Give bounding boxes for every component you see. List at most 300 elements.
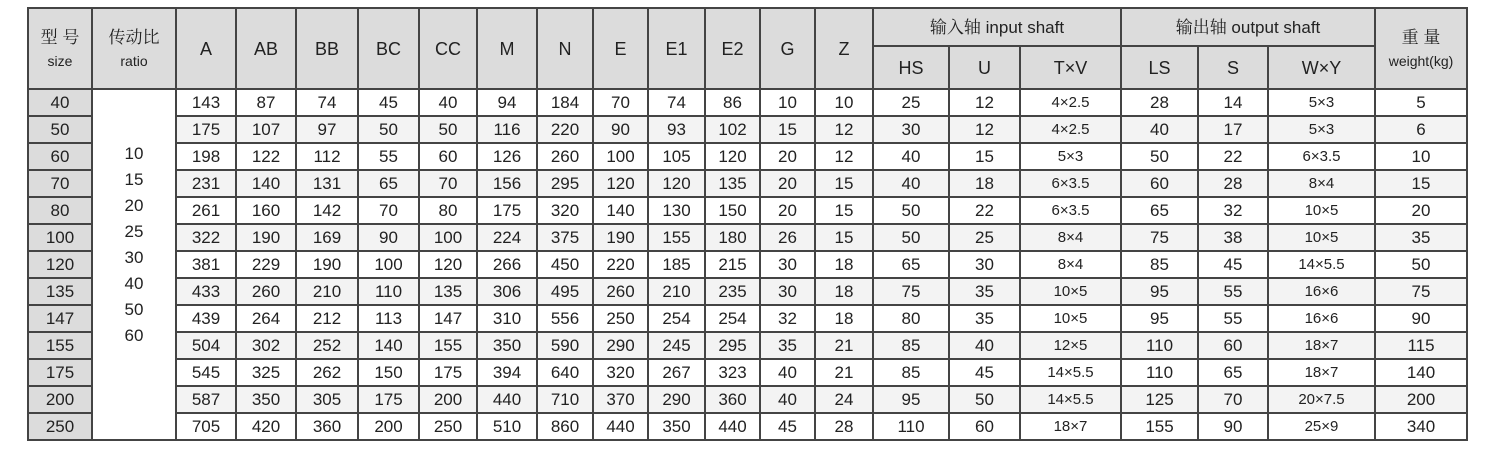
cell-hs: 95 [873,386,949,413]
cell-e2: 102 [705,116,760,143]
cell-e: 70 [593,89,648,116]
cell-n: 184 [537,89,593,116]
cell-weight: 75 [1375,278,1467,305]
cell-z: 15 [815,224,873,251]
cell-e: 100 [593,143,648,170]
header-input-u: U [949,46,1020,89]
cell-wxy: 18×7 [1268,332,1375,359]
cell-bb: 169 [296,224,358,251]
cell-ab: 190 [236,224,296,251]
cell-bc: 55 [358,143,419,170]
cell-size: 200 [28,386,92,413]
cell-bc: 50 [358,116,419,143]
ratio-value: 20 [124,195,144,215]
cell-wxy: 5×3 [1268,116,1375,143]
cell-hs: 85 [873,359,949,386]
cell-a: 261 [176,197,236,224]
cell-hs: 40 [873,143,949,170]
cell-z: 18 [815,305,873,332]
header-row-1 [28,8,1467,46]
cell-s: 28 [1198,170,1268,197]
table-row [28,197,1467,224]
header-size [28,8,92,89]
cell-s: 90 [1198,413,1268,440]
cell-size: 120 [28,251,92,278]
header-output-wxy: W×Y [1268,46,1375,89]
cell-cc: 70 [419,170,477,197]
cell-m: 156 [477,170,537,197]
cell-cc: 175 [419,359,477,386]
cell-bc: 140 [358,332,419,359]
cell-hs: 30 [873,116,949,143]
cell-e1: 245 [648,332,705,359]
cell-wxy: 14×5.5 [1268,251,1375,278]
cell-g: 20 [760,170,815,197]
cell-a: 439 [176,305,236,332]
cell-s: 45 [1198,251,1268,278]
cell-ls: 60 [1121,170,1198,197]
header-dim-n: N [537,8,593,89]
cell-u: 40 [949,332,1020,359]
cell-s: 14 [1198,89,1268,116]
cell-s: 22 [1198,143,1268,170]
cell-bb: 112 [296,143,358,170]
cell-size: 70 [28,170,92,197]
header-dim-e: E [593,8,648,89]
cell-a: 381 [176,251,236,278]
cell-s: 38 [1198,224,1268,251]
cell-ls: 65 [1121,197,1198,224]
cell-z: 18 [815,278,873,305]
cell-e: 260 [593,278,648,305]
ratio-value: 25 [124,221,144,241]
spec-table [27,7,1468,441]
cell-z: 15 [815,197,873,224]
cell-g: 35 [760,332,815,359]
cell-size: 60 [28,143,92,170]
ratio-value: 30 [124,247,144,267]
cell-hs: 110 [873,413,949,440]
cell-e: 190 [593,224,648,251]
cell-hs: 80 [873,305,949,332]
cell-ab: 302 [236,332,296,359]
ratio-value: 60 [124,325,144,345]
cell-s: 65 [1198,359,1268,386]
cell-g: 40 [760,359,815,386]
cell-e1: 105 [648,143,705,170]
cell-txv: 8×4 [1020,224,1121,251]
cell-cc: 120 [419,251,477,278]
table-row [28,386,1467,413]
cell-z: 12 [815,143,873,170]
cell-txv: 4×2.5 [1020,89,1121,116]
cell-bb: 252 [296,332,358,359]
cell-hs: 40 [873,170,949,197]
cell-bb: 360 [296,413,358,440]
cell-e: 220 [593,251,648,278]
header-dim-e2: E2 [705,8,760,89]
header-output-ls: LS [1121,46,1198,89]
ratio-value: 10 [124,143,144,163]
cell-e2: 120 [705,143,760,170]
cell-n: 640 [537,359,593,386]
cell-a: 231 [176,170,236,197]
cell-cc: 135 [419,278,477,305]
cell-txv: 5×3 [1020,143,1121,170]
header-ratio-en: ratio [120,53,148,69]
cell-u: 22 [949,197,1020,224]
cell-ab: 260 [236,278,296,305]
cell-g: 26 [760,224,815,251]
cell-hs: 75 [873,278,949,305]
cell-wxy: 6×3.5 [1268,143,1375,170]
cell-size: 135 [28,278,92,305]
cell-e1: 210 [648,278,705,305]
cell-s: 70 [1198,386,1268,413]
cell-size: 100 [28,224,92,251]
cell-ab: 107 [236,116,296,143]
cell-n: 860 [537,413,593,440]
cell-e2: 254 [705,305,760,332]
cell-wxy: 5×3 [1268,89,1375,116]
cell-a: 504 [176,332,236,359]
cell-txv: 12×5 [1020,332,1121,359]
cell-a: 198 [176,143,236,170]
cell-e2: 323 [705,359,760,386]
cell-wxy: 8×4 [1268,170,1375,197]
cell-e: 90 [593,116,648,143]
header-weight-cn: 重 量 [1401,28,1441,47]
cell-e1: 185 [648,251,705,278]
cell-e1: 350 [648,413,705,440]
cell-ab: 87 [236,89,296,116]
cell-e1: 155 [648,224,705,251]
cell-weight: 15 [1375,170,1467,197]
cell-u: 50 [949,386,1020,413]
cell-a: 545 [176,359,236,386]
cell-e1: 120 [648,170,705,197]
cell-e2: 180 [705,224,760,251]
cell-ab: 122 [236,143,296,170]
cell-bc: 90 [358,224,419,251]
cell-bb: 131 [296,170,358,197]
cell-m: 175 [477,197,537,224]
cell-weight: 10 [1375,143,1467,170]
cell-e1: 267 [648,359,705,386]
cell-s: 32 [1198,197,1268,224]
cell-m: 306 [477,278,537,305]
cell-z: 12 [815,116,873,143]
cell-bb: 97 [296,116,358,143]
cell-ab: 325 [236,359,296,386]
cell-u: 18 [949,170,1020,197]
cell-weight: 340 [1375,413,1467,440]
cell-hs: 65 [873,251,949,278]
cell-txv: 4×2.5 [1020,116,1121,143]
header-output-shaft-group: 输出轴 output shaft [1121,8,1375,46]
cell-m: 310 [477,305,537,332]
cell-g: 30 [760,251,815,278]
table-row [28,413,1467,440]
cell-a: 143 [176,89,236,116]
cell-ls: 155 [1121,413,1198,440]
cell-n: 220 [537,116,593,143]
cell-bc: 150 [358,359,419,386]
cell-a: 587 [176,386,236,413]
cell-ab: 140 [236,170,296,197]
cell-n: 260 [537,143,593,170]
cell-e2: 360 [705,386,760,413]
cell-cc: 80 [419,197,477,224]
cell-u: 60 [949,413,1020,440]
header-dim-a: A [176,8,236,89]
cell-e1: 74 [648,89,705,116]
header-size-en: size [47,53,73,69]
cell-weight: 90 [1375,305,1467,332]
cell-cc: 60 [419,143,477,170]
cell-u: 25 [949,224,1020,251]
cell-hs: 85 [873,332,949,359]
cell-e: 290 [593,332,648,359]
cell-m: 510 [477,413,537,440]
cell-e: 120 [593,170,648,197]
cell-m: 440 [477,386,537,413]
cell-wxy: 20×7.5 [1268,386,1375,413]
cell-size: 40 [28,89,92,116]
cell-u: 35 [949,278,1020,305]
cell-weight: 20 [1375,197,1467,224]
cell-n: 495 [537,278,593,305]
cell-bb: 305 [296,386,358,413]
cell-ls: 85 [1121,251,1198,278]
table-row [28,89,1467,116]
cell-bc: 175 [358,386,419,413]
cell-n: 710 [537,386,593,413]
table-row [28,170,1467,197]
cell-z: 28 [815,413,873,440]
cell-bc: 65 [358,170,419,197]
cell-a: 433 [176,278,236,305]
cell-bc: 70 [358,197,419,224]
cell-txv: 10×5 [1020,305,1121,332]
cell-ab: 350 [236,386,296,413]
cell-g: 40 [760,386,815,413]
cell-m: 350 [477,332,537,359]
cell-hs: 50 [873,197,949,224]
cell-m: 224 [477,224,537,251]
cell-m: 126 [477,143,537,170]
cell-weight: 50 [1375,251,1467,278]
header-dim-e1: E1 [648,8,705,89]
cell-e1: 130 [648,197,705,224]
header-ratio [92,8,176,89]
cell-bb: 212 [296,305,358,332]
header-output-s: S [1198,46,1268,89]
cell-weight: 35 [1375,224,1467,251]
spec-table-wrapper [27,7,1468,441]
cell-ls: 28 [1121,89,1198,116]
cell-cc: 100 [419,224,477,251]
cell-weight: 115 [1375,332,1467,359]
cell-e2: 215 [705,251,760,278]
cell-e: 320 [593,359,648,386]
header-dim-cc: CC [419,8,477,89]
cell-wxy: 10×5 [1268,197,1375,224]
cell-hs: 25 [873,89,949,116]
cell-g: 30 [760,278,815,305]
cell-txv: 6×3.5 [1020,170,1121,197]
cell-g: 20 [760,197,815,224]
header-input-txv: T×V [1020,46,1121,89]
table-row [28,332,1467,359]
cell-txv: 6×3.5 [1020,197,1121,224]
cell-n: 450 [537,251,593,278]
cell-u: 45 [949,359,1020,386]
header-ratio-cn: 传动比 [108,28,160,47]
spec-table-body [28,89,1467,440]
cell-g: 10 [760,89,815,116]
cell-m: 394 [477,359,537,386]
cell-weight: 200 [1375,386,1467,413]
header-input-shaft-group: 输入轴 input shaft [873,8,1121,46]
cell-size: 155 [28,332,92,359]
cell-g: 20 [760,143,815,170]
ratio-value: 40 [124,273,144,293]
ratio-value: 50 [124,299,144,319]
cell-e2: 440 [705,413,760,440]
cell-txv: 10×5 [1020,278,1121,305]
table-row [28,359,1467,386]
header-weight [1375,8,1467,89]
cell-wxy: 16×6 [1268,305,1375,332]
cell-hs: 50 [873,224,949,251]
cell-cc: 147 [419,305,477,332]
cell-g: 32 [760,305,815,332]
cell-u: 15 [949,143,1020,170]
cell-m: 266 [477,251,537,278]
header-dim-ab: AB [236,8,296,89]
cell-e: 440 [593,413,648,440]
cell-size: 80 [28,197,92,224]
cell-s: 55 [1198,278,1268,305]
cell-bc: 110 [358,278,419,305]
cell-u: 12 [949,116,1020,143]
cell-ab: 420 [236,413,296,440]
cell-txv: 14×5.5 [1020,359,1121,386]
cell-bc: 113 [358,305,419,332]
cell-e2: 295 [705,332,760,359]
cell-size: 147 [28,305,92,332]
cell-bb: 74 [296,89,358,116]
cell-cc: 250 [419,413,477,440]
cell-cc: 50 [419,116,477,143]
cell-size: 50 [28,116,92,143]
header-dim-g: G [760,8,815,89]
cell-bb: 210 [296,278,358,305]
cell-bc: 200 [358,413,419,440]
cell-n: 375 [537,224,593,251]
cell-e2: 86 [705,89,760,116]
table-row [28,116,1467,143]
cell-ls: 50 [1121,143,1198,170]
cell-wxy: 25×9 [1268,413,1375,440]
cell-a: 175 [176,116,236,143]
cell-z: 10 [815,89,873,116]
cell-ls: 95 [1121,278,1198,305]
cell-bc: 100 [358,251,419,278]
cell-txv: 8×4 [1020,251,1121,278]
cell-wxy: 18×7 [1268,359,1375,386]
header-dim-bc: BC [358,8,419,89]
cell-ab: 160 [236,197,296,224]
cell-e: 250 [593,305,648,332]
cell-bc: 45 [358,89,419,116]
cell-z: 18 [815,251,873,278]
cell-size: 175 [28,359,92,386]
cell-e: 370 [593,386,648,413]
cell-z: 21 [815,332,873,359]
cell-n: 556 [537,305,593,332]
cell-n: 590 [537,332,593,359]
cell-u: 35 [949,305,1020,332]
header-dim-bb: BB [296,8,358,89]
cell-u: 30 [949,251,1020,278]
cell-n: 320 [537,197,593,224]
table-row [28,143,1467,170]
cell-z: 15 [815,170,873,197]
cell-ls: 40 [1121,116,1198,143]
cell-e2: 135 [705,170,760,197]
cell-txv: 14×5.5 [1020,386,1121,413]
cell-a: 322 [176,224,236,251]
cell-z: 24 [815,386,873,413]
cell-txv: 18×7 [1020,413,1121,440]
cell-ls: 95 [1121,305,1198,332]
cell-m: 116 [477,116,537,143]
header-weight-en: weight(kg) [1388,53,1454,69]
cell-ls: 125 [1121,386,1198,413]
cell-g: 15 [760,116,815,143]
cell-weight: 140 [1375,359,1467,386]
table-row [28,251,1467,278]
cell-ls: 110 [1121,332,1198,359]
cell-ls: 75 [1121,224,1198,251]
cell-wxy: 10×5 [1268,224,1375,251]
cell-wxy: 16×6 [1268,278,1375,305]
cell-bb: 142 [296,197,358,224]
header-dim-m: M [477,8,537,89]
header-size-cn: 型 号 [40,28,80,47]
cell-a: 705 [176,413,236,440]
cell-e2: 235 [705,278,760,305]
cell-ls: 110 [1121,359,1198,386]
table-row [28,305,1467,332]
cell-cc: 40 [419,89,477,116]
cell-ab: 229 [236,251,296,278]
cell-e: 140 [593,197,648,224]
table-row [28,278,1467,305]
ratio-value: 15 [124,169,144,189]
cell-e2: 150 [705,197,760,224]
cell-weight: 6 [1375,116,1467,143]
cell-u: 12 [949,89,1020,116]
cell-g: 45 [760,413,815,440]
header-dim-z: Z [815,8,873,89]
cell-s: 17 [1198,116,1268,143]
cell-bb: 262 [296,359,358,386]
cell-cc: 155 [419,332,477,359]
cell-s: 60 [1198,332,1268,359]
